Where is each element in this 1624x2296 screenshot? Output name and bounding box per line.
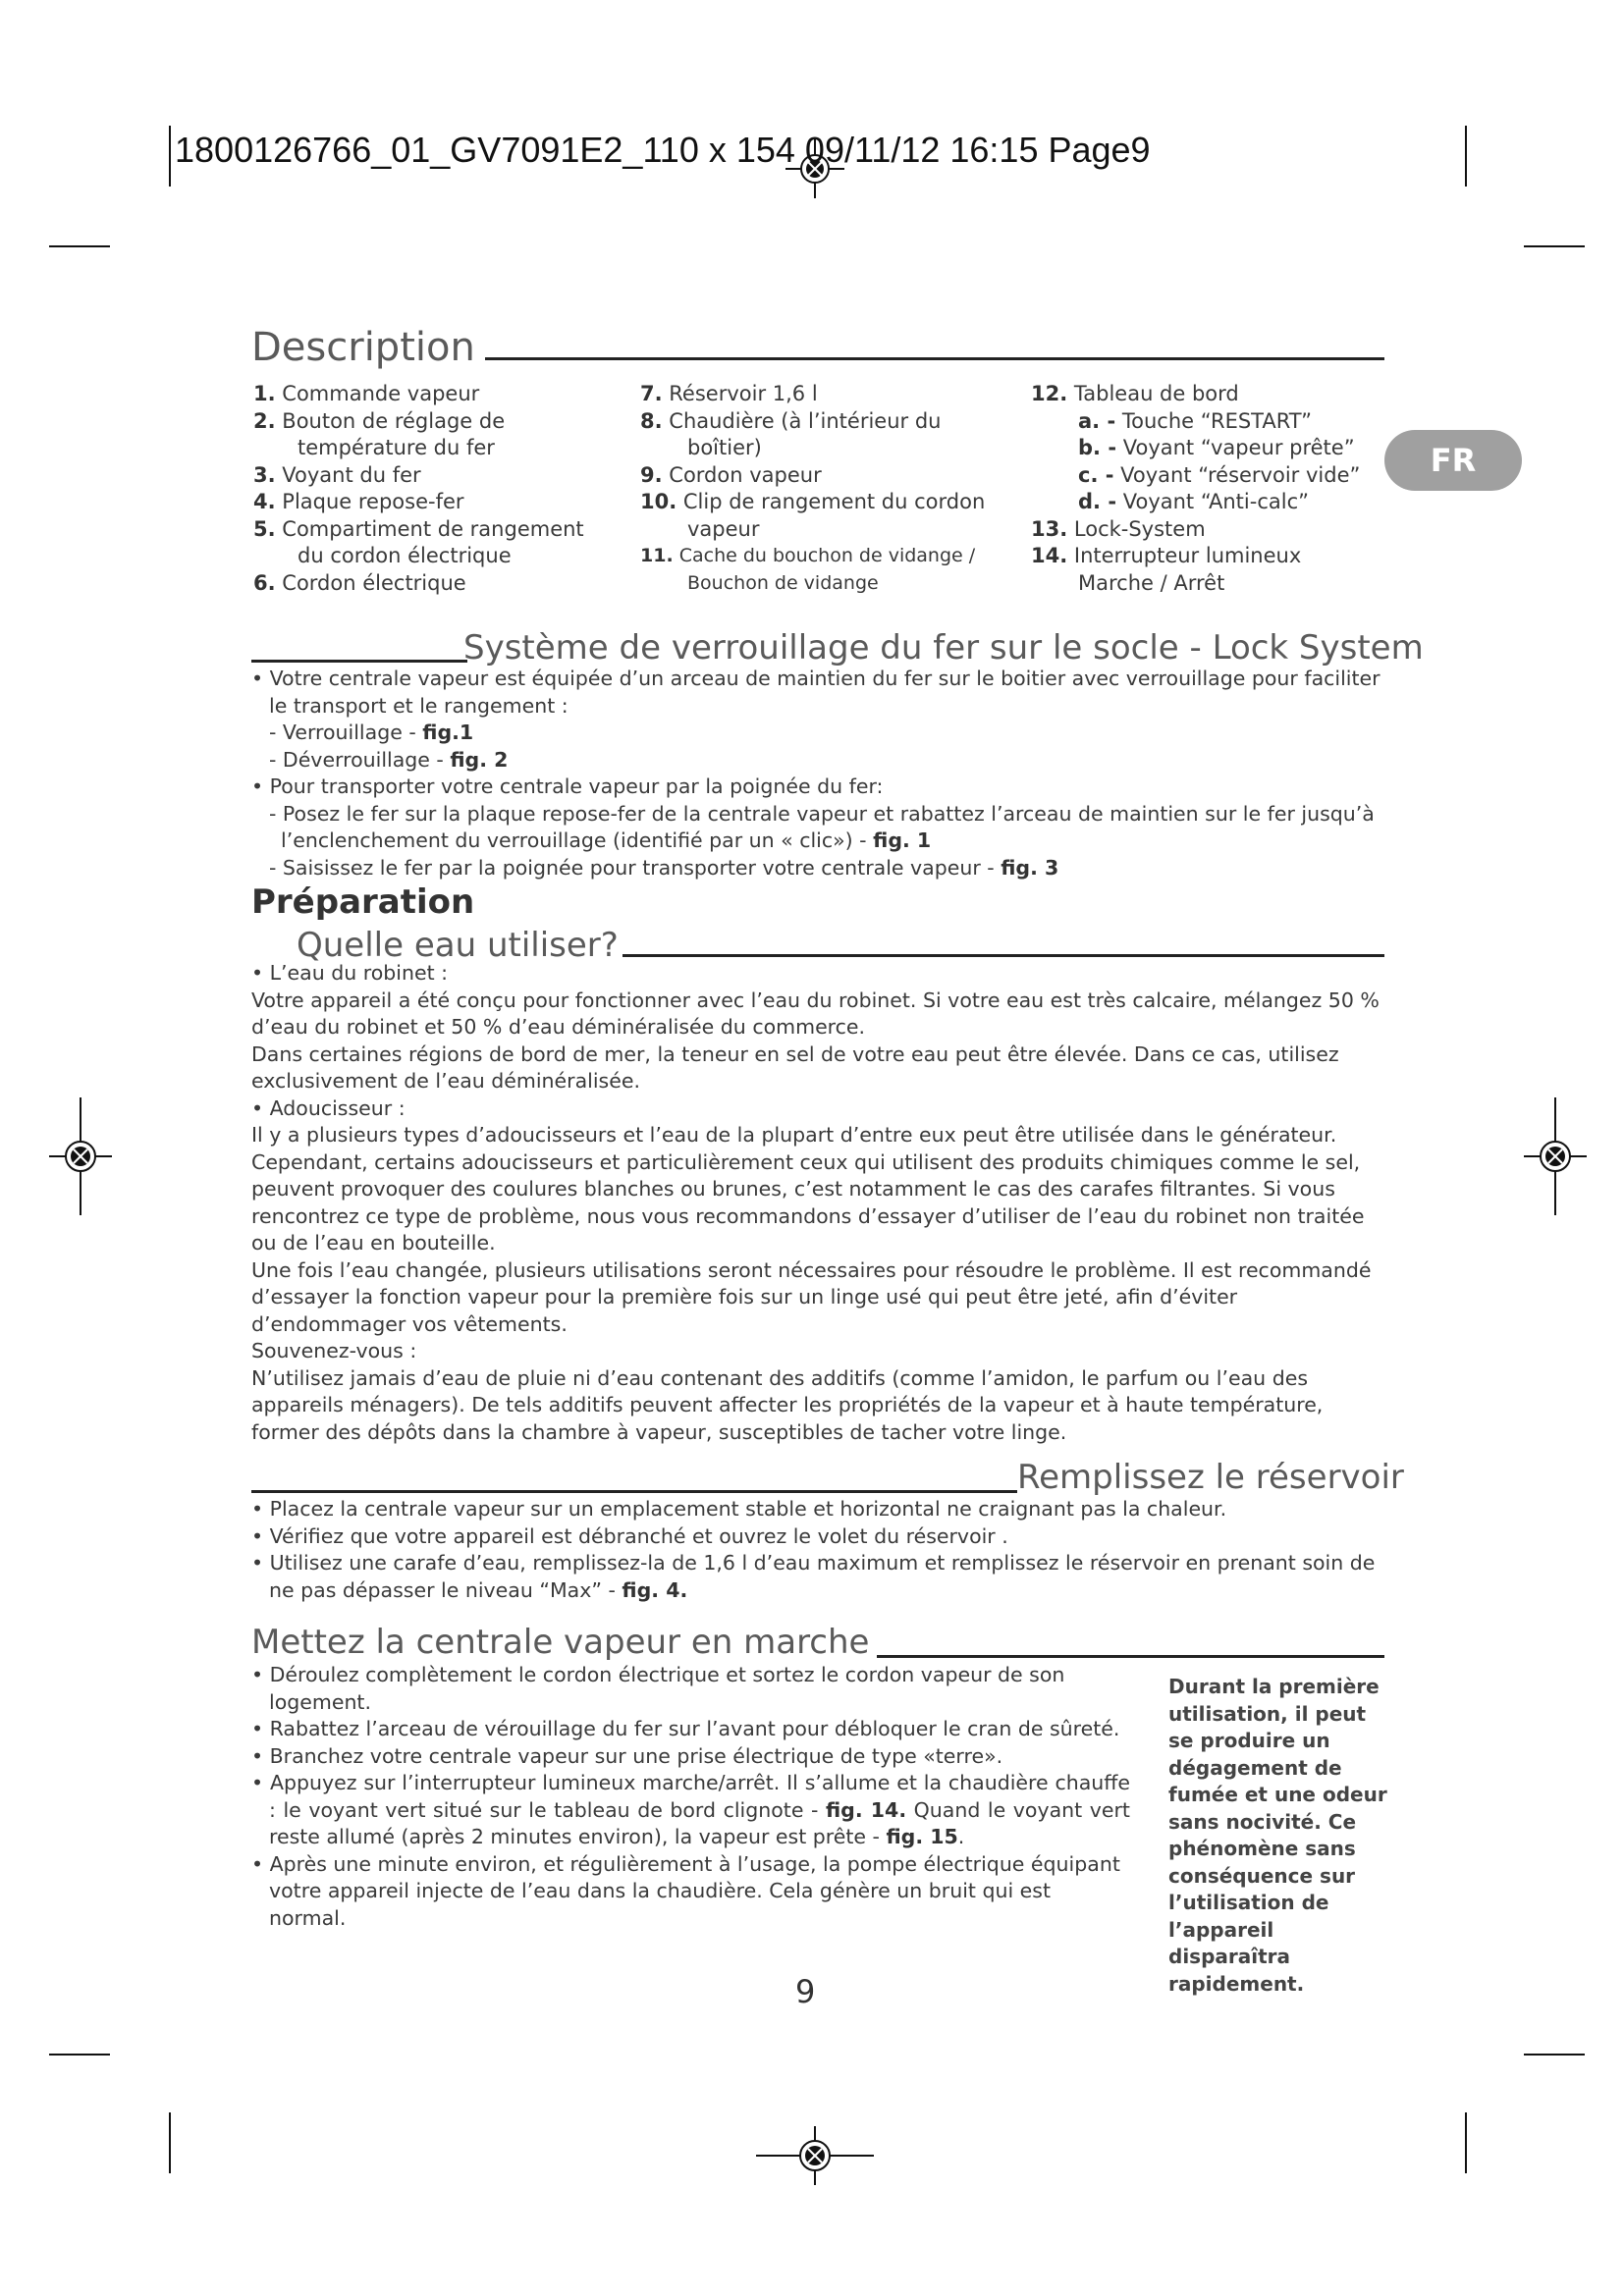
paragraph: Dans certaines régions de bord de mer, la teneur en sel de votre eau peut être élevée. Dans ce cas, utilisez exclusivement de l’eau déminéralisée. bbox=[251, 1041, 1339, 1093]
trim-mark bbox=[169, 126, 171, 187]
list-item: 1. Commande vapeur bbox=[253, 382, 480, 405]
list-item-cont: vapeur bbox=[687, 516, 760, 541]
description-col-3 bbox=[1031, 381, 1360, 597]
sidebar-note: Durant la première utilisation, il peut se produire un dégagement de fumée et une odeur sans nocivité. Ce phénomène sans conséquence sur l’utilisation de l’appareil disparaîtra rapidement. bbox=[1168, 1675, 1387, 1996]
list-item-cont: Marche / Arrêt bbox=[1078, 570, 1225, 595]
list-subitem: - Posez le fer sur la plaque repose-fer de la centrale vapeur et rabattez l’arceau de maintien sur le fer jusqu’à l’enclenchement du verrouillage (identifié par un « clic») - fig. 1 bbox=[269, 801, 1375, 852]
page-number: 9 bbox=[795, 1973, 816, 2010]
print-slug: 1800126766_01_GV7091E2_110 x 154 09/11/12 16:15 Page9 bbox=[175, 130, 1151, 170]
preparation-title: Préparation bbox=[251, 882, 475, 922]
list-item: • Vérifiez que votre appareil est débranché et ouvrez le volet du réservoir . bbox=[251, 1523, 1386, 1551]
list-item: 3. Voyant du fer bbox=[253, 462, 421, 487]
list-item: • Votre centrale vapeur est équipée d’un arceau de maintien du fer sur le boitier avec verrouillage pour faciliter le transport et le rangement : bbox=[251, 666, 1386, 720]
list-item-cont: Bouchon de vidange bbox=[687, 571, 879, 594]
list-item: • Déroulez complètement le cordon électrique et sortez le cordon vapeur de son logement. bbox=[251, 1662, 1130, 1716]
fill-body bbox=[251, 1496, 1386, 1604]
list-item-cont: du cordon électrique bbox=[298, 544, 512, 567]
trim-mark bbox=[1524, 245, 1585, 247]
paragraph: Il y a plusieurs types d’adoucisseurs et l’eau de la plupart d’entre eux peut être utilisée dans le générateur. Cependant, certains adoucisseurs et particulièrement ceux qui utilisent des produits chimiques comme le sel, peuvent provoquer des coulures blanches ou brunes, c’est notamment le cas des carafes filtrantes. Si vous rencontrez ce type de problème, nous vous recommandons d’essayer d’utiliser de l’eau du robinet non traitée ou de l’eau en bouteille. bbox=[251, 1123, 1365, 1255]
list-item: • Branchez votre centrale vapeur sur une prise électrique de type «terre». bbox=[251, 1743, 1130, 1771]
list-item: • Placez la centrale vapeur sur un emplacement stable et horizontal ne craignant pas la chaleur. bbox=[251, 1496, 1386, 1523]
trim-mark bbox=[49, 245, 110, 247]
list-item: • Après une minute environ, et régulièrement à l’usage, la pompe électrique équipant votre appareil injecte de l’eau dans la chaudière. Cela génère un bruit qui est normal. bbox=[251, 1851, 1130, 1933]
section-rule bbox=[589, 954, 1384, 957]
list-item: • L’eau du robinet : bbox=[251, 960, 1386, 988]
preparation-subtitle: Quelle eau utiliser? bbox=[297, 929, 623, 962]
list-item: 13. Lock-System bbox=[1031, 516, 1206, 541]
section-rule bbox=[251, 660, 467, 663]
section-rule bbox=[251, 1490, 1017, 1493]
list-item: 4. Plaque repose-fer bbox=[253, 490, 464, 513]
trim-mark bbox=[1465, 126, 1467, 187]
list-item: 9. Cordon vapeur bbox=[640, 462, 822, 487]
fill-title: Remplissez le réservoir bbox=[1017, 1458, 1404, 1497]
list-item: 6. Cordon électrique bbox=[253, 570, 466, 595]
list-item: 14. Interrupteur lumineux bbox=[1031, 544, 1302, 567]
start-title: Mettez la centrale vapeur en marche bbox=[251, 1626, 877, 1659]
list-subitem: - Déverrouillage - fig. 2 bbox=[269, 747, 509, 772]
list-item-cont: température du fer bbox=[298, 436, 495, 459]
list-subitem: b. - Voyant “vapeur prête” bbox=[1078, 436, 1355, 459]
list-item: 8. Chaudière (à l’intérieur du bbox=[640, 408, 942, 433]
list-item: 12. Tableau de bord bbox=[1031, 382, 1239, 405]
list-subitem: c. - Voyant “réservoir vide” bbox=[1078, 462, 1361, 487]
language-badge: FR bbox=[1384, 430, 1522, 491]
list-item: 10. Clip de rangement du cordon bbox=[640, 490, 986, 513]
trim-mark bbox=[1524, 2054, 1585, 2056]
list-item: 5. Compartiment de rangement bbox=[253, 516, 584, 541]
list-item: 7. Réservoir 1,6 l bbox=[640, 382, 818, 405]
list-item: • Pour transporter votre centrale vapeur par la poignée du fer: bbox=[251, 774, 1386, 801]
lock-body bbox=[251, 666, 1386, 881]
trim-mark bbox=[49, 2054, 110, 2056]
paragraph: N’utilisez jamais d’eau de pluie ni d’eau contenant des additifs (comme l’amidon, le parfum ou l’eau des appareils ménagers). De tels additifs peuvent affecter les propriétés de la vapeur et à haute température, former des dépôts dans la chambre à vapeur, susceptibles de tacher votre linge. bbox=[251, 1365, 1324, 1444]
paragraph: Souvenez-vous : bbox=[251, 1339, 417, 1362]
trim-mark bbox=[169, 2112, 171, 2173]
list-item-cont: boîtier) bbox=[687, 436, 762, 459]
preparation-body bbox=[251, 960, 1386, 1446]
section-rule bbox=[461, 357, 1384, 360]
list-item: • Adoucisseur : bbox=[251, 1095, 1386, 1123]
section-rule bbox=[864, 1655, 1384, 1658]
list-item: 11. Cache du bouchon de vidange / bbox=[640, 545, 976, 566]
list-item: • Rabattez l’arceau de vérouillage du fer sur l’avant pour débloquer le cran de sûreté. bbox=[251, 1716, 1130, 1743]
description-col-2 bbox=[640, 381, 985, 597]
list-subitem: - Verrouillage - fig.1 bbox=[269, 721, 474, 744]
start-body bbox=[251, 1662, 1130, 1932]
list-subitem: a. - Touche “RESTART” bbox=[1078, 408, 1313, 433]
registration-mark-icon bbox=[756, 2126, 874, 2185]
list-item: 2. Bouton de réglage de bbox=[253, 408, 506, 433]
paragraph: Votre appareil a été conçu pour fonctionner avec l’eau du robinet. Si votre eau est très calcaire, mélangez 50 % d’eau du robinet et 50 % d’eau déminéralisée du commerce. bbox=[251, 988, 1380, 1039]
lock-title: Système de verrouillage du fer sur le socle - Lock System bbox=[463, 628, 1424, 667]
list-subitem: d. - Voyant “Anti-calc” bbox=[1078, 490, 1310, 513]
registration-mark-icon bbox=[49, 1097, 112, 1215]
paragraph: Une fois l’eau changée, plusieurs utilisations seront nécessaires pour résoudre le problème. Il est recommandé d’essayer la fonction vapeur pour la première fois sur un linge usé qui peut être jeté, afin d’éviter d’endommager vos vêtements. bbox=[251, 1257, 1372, 1336]
description-col-1 bbox=[253, 381, 584, 597]
registration-mark-icon bbox=[1524, 1097, 1587, 1215]
description-title: Description bbox=[251, 328, 485, 367]
list-item: • Appuyez sur l’interrupteur lumineux marche/arrêt. Il s’allume et la chaudière chauffe : le voyant vert situé sur le tableau de bord clignote - fig. 14. Quand le voyant vert reste allumé (après 2 minutes environ), la vapeur est prête - fig. 15. bbox=[251, 1770, 1130, 1851]
trim-mark bbox=[1465, 2112, 1467, 2173]
list-subitem: - Saisissez le fer par la poignée pour transporter votre centrale vapeur - fig. 3 bbox=[269, 855, 1059, 880]
list-item: • Utilisez une carafe d’eau, remplissez-la de 1,6 l d’eau maximum et remplissez le réservoir en prenant soin de ne pas dépasser le niveau “Max” - fig. 4. bbox=[251, 1550, 1386, 1604]
